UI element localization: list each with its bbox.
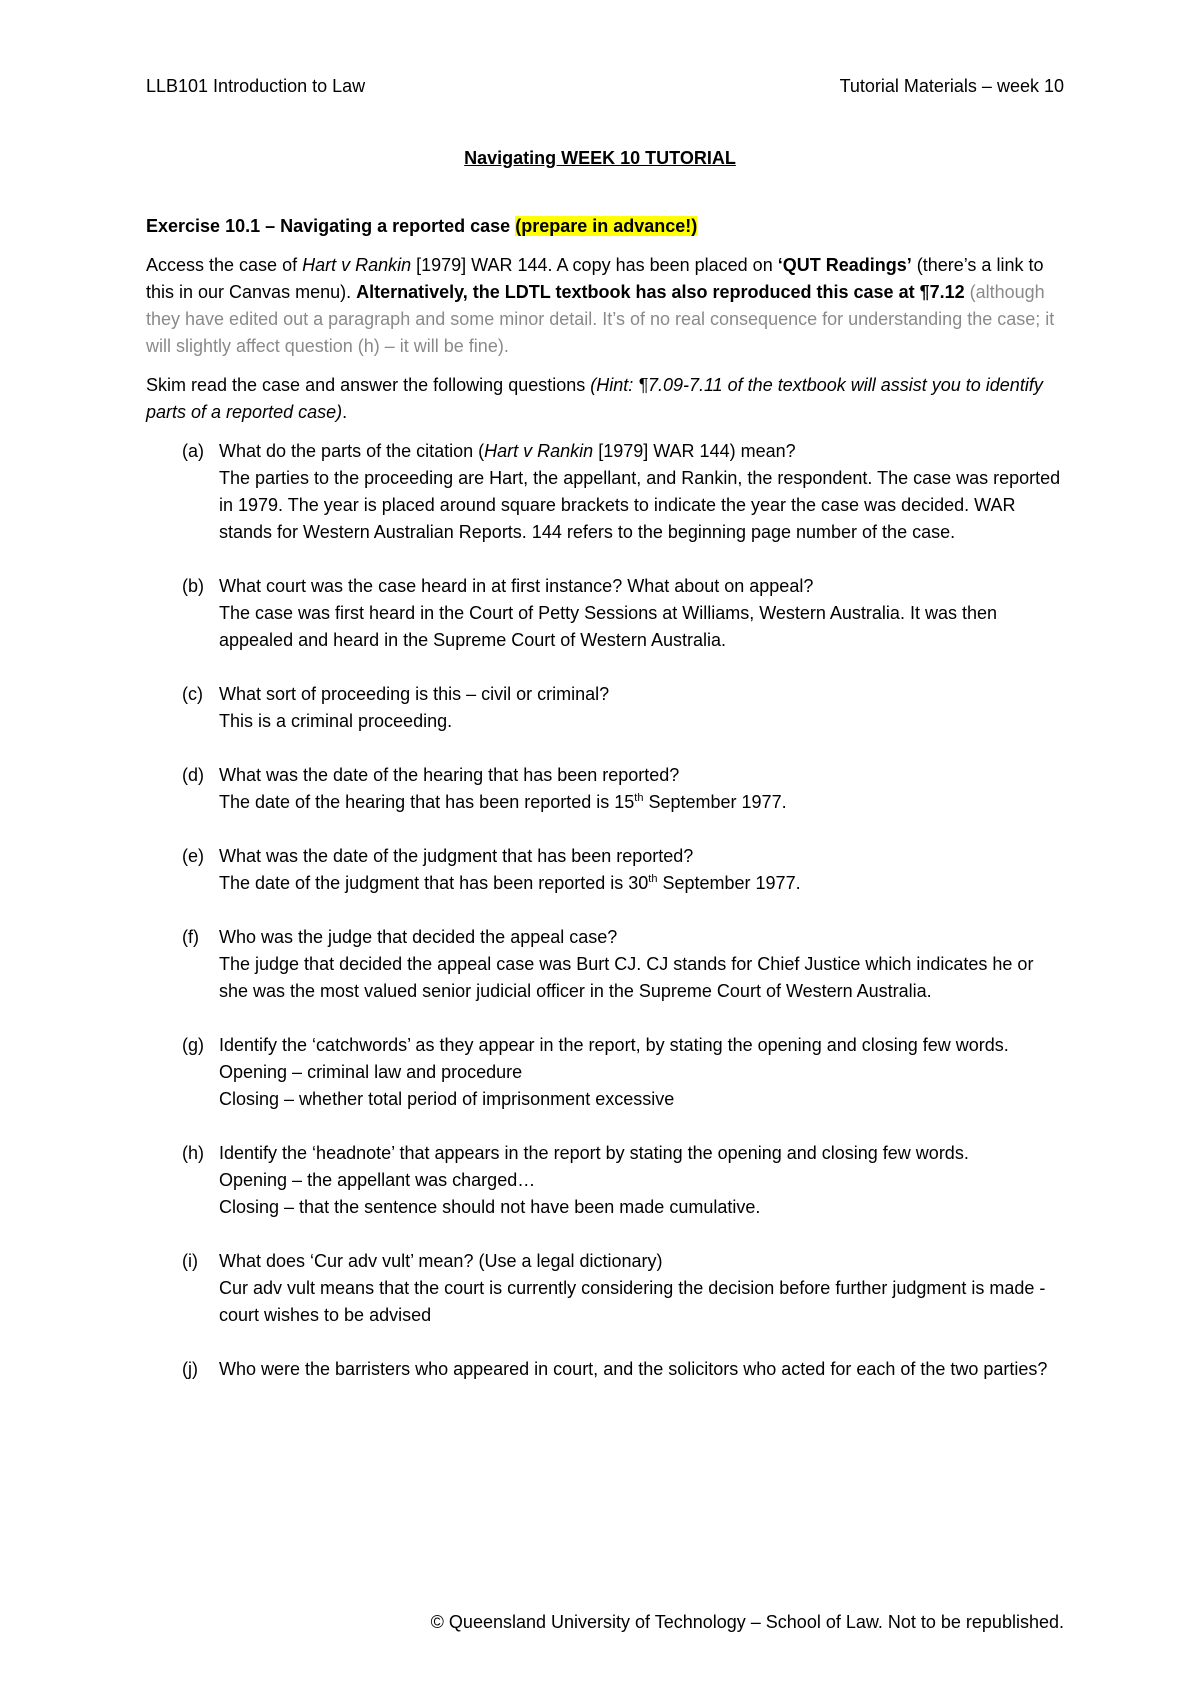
answer-text: The judge that decided the appeal case was Burt CJ. CJ stands for Chief Justice which indicates he or she was the most valued senior judicial officer in the Supreme Court of Western Australia. [219, 954, 1034, 1001]
question-text-post: [1979] WAR 144) mean? [593, 441, 796, 461]
access-text-2: [1979] WAR 144. A copy has been placed on [411, 255, 778, 275]
skim-paragraph [146, 372, 1066, 426]
question-label: (h) [182, 1143, 204, 1163]
question-j [146, 1356, 1066, 1383]
answer-text-post: September 1977. [657, 873, 801, 893]
question-text [219, 441, 796, 461]
question-label: (j) [182, 1359, 198, 1379]
grey-note: (although they have edited out a paragraph and some minor detail. It’s of no real consequence for understanding the case; it will slightly affect question (h) – it will be fine). [146, 282, 1055, 356]
question-list [146, 438, 1066, 1383]
exercise-heading-highlight: (prepare in advance!) [515, 216, 698, 236]
header-course: LLB101 Introduction to Law [146, 76, 366, 96]
page-title: Navigating WEEK 10 TUTORIAL [464, 148, 736, 168]
answer-text-pre: The date of the hearing that has been reported is 15 [219, 792, 635, 812]
question-text: What court was the case heard in at first instance? What about on appeal? [219, 576, 814, 596]
question-c [146, 681, 1066, 735]
footer-copyright: © Queensland University of Technology – School of Law. Not to be republished. [430, 1612, 1064, 1632]
answer-text [219, 789, 1066, 816]
question-text-pre: What do the parts of the citation ( [219, 441, 485, 461]
skim-hint: (Hint: ¶7.09-7.11 of the textbook will assist you to identify parts of a reported case) [146, 375, 1043, 422]
question-text: Identify the ‘catchwords’ as they appear in the report, by stating the opening and closing few words. [219, 1035, 1009, 1055]
ordinal-suffix: th [634, 792, 644, 804]
question-label: (e) [182, 846, 204, 866]
question-label: (a) [182, 441, 204, 461]
question-h [146, 1140, 1066, 1221]
question-text: Identify the ‘headnote’ that appears in the report by stating the opening and closing few words. [219, 1143, 969, 1163]
question-g [146, 1032, 1066, 1113]
access-text-1: Access the case of [146, 255, 303, 275]
header-materials: Tutorial Materials – week 10 [839, 76, 1064, 96]
exercise-heading [146, 213, 1066, 240]
question-a [146, 438, 1066, 546]
answer-closing: Closing – that the sentence should not have been made cumulative. [219, 1197, 761, 1217]
question-label: (i) [182, 1251, 198, 1271]
question-text: What does ‘Cur adv vult’ mean? (Use a legal dictionary) [219, 1251, 663, 1271]
question-text: What was the date of the judgment that has been reported? [219, 846, 694, 866]
answer-text-pre: The date of the judgment that has been reported is 30 [219, 873, 649, 893]
question-label: (b) [182, 576, 204, 596]
exercise-heading-text: Exercise 10.1 – Navigating a reported case [146, 216, 511, 236]
question-i [146, 1248, 1066, 1329]
answer-text: The case was first heard in the Court of Petty Sessions at Williams, Western Australia. It was then appealed and heard in the Supreme Court of Western Australia. [219, 603, 997, 650]
access-text-3: (there’s a link to this in our Canvas menu). [146, 255, 1044, 302]
answer-text: The parties to the proceeding are Hart, the appellant, and Rankin, the respondent. The case was reported in 1979. The year is placed around square brackets to indicate the year the case was decided. WAR stands for Western Australian Reports. 144 refers to the beginning page number of the case. [219, 468, 1061, 542]
question-b [146, 573, 1066, 654]
ordinal-suffix: th [648, 873, 658, 885]
answer-text: Cur adv vult means that the court is currently considering the decision before further judgment is made - court wishes to be advised [219, 1278, 1046, 1325]
answer-closing: Closing – whether total period of imprisonment excessive [219, 1089, 675, 1109]
answer-opening: Opening – the appellant was charged… [219, 1170, 536, 1190]
document-body [146, 213, 1066, 1410]
question-text: Who were the barristers who appeared in court, and the solicitors who acted for each of the two parties? [219, 1359, 1048, 1379]
answer-opening: Opening – criminal law and procedure [219, 1062, 523, 1082]
question-label: (g) [182, 1035, 204, 1055]
question-label: (d) [182, 765, 204, 785]
question-case-name: Hart v Rankin [484, 441, 594, 461]
question-text: What was the date of the hearing that has been reported? [219, 765, 680, 785]
question-label: (c) [182, 684, 203, 704]
question-d [146, 762, 1066, 816]
answer-text: This is a criminal proceeding. [219, 711, 453, 731]
case-name: Hart v Rankin [302, 255, 412, 275]
alternative-note: Alternatively, the LDTL textbook has also reproduced this case at ¶7.12 [356, 282, 965, 302]
qut-readings-link: ‘QUT Readings’ [777, 255, 912, 275]
skim-text-2: . [342, 402, 348, 422]
question-f [146, 924, 1066, 1005]
answer-text-post: September 1977. [643, 792, 787, 812]
question-text: What sort of proceeding is this – civil or criminal? [219, 684, 610, 704]
question-text: Who was the judge that decided the appeal case? [219, 927, 618, 947]
skim-text-1: Skim read the case and answer the following questions [146, 375, 591, 395]
answer-text [219, 870, 1066, 897]
access-paragraph [146, 252, 1066, 360]
question-e [146, 843, 1066, 897]
question-label: (f) [182, 927, 199, 947]
